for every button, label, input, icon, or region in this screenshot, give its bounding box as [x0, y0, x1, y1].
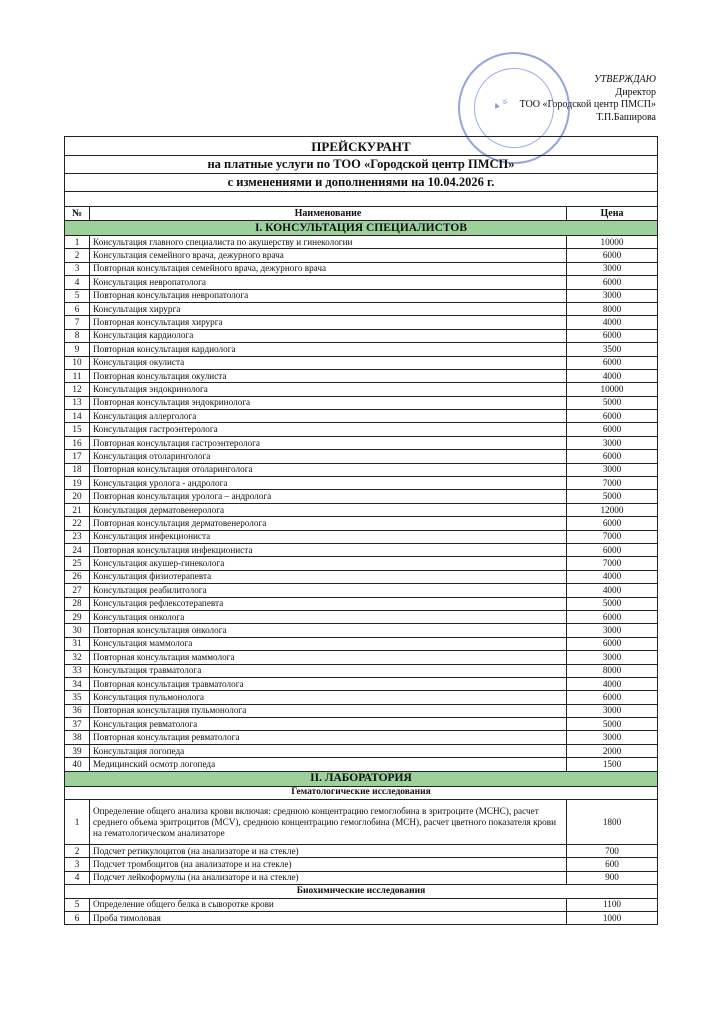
row-service-name: Консультация инфекциониста — [90, 530, 567, 543]
table-row — [65, 651, 658, 664]
table-row — [65, 570, 658, 583]
row-number: 38 — [65, 731, 90, 744]
row-service-name: Консультация ревматолога — [90, 718, 567, 731]
table-row — [65, 911, 658, 924]
table-row — [65, 236, 658, 249]
row-service-name: Повторная консультация дерматовенеролога — [90, 517, 567, 530]
row-number: 6 — [65, 302, 90, 315]
table-row — [65, 463, 658, 476]
table-row — [65, 624, 658, 637]
row-price: 3000 — [567, 289, 658, 302]
table-row — [65, 718, 658, 731]
row-price: 1100 — [567, 898, 658, 911]
row-price: 3000 — [567, 262, 658, 275]
table-row — [65, 503, 658, 516]
row-number: 20 — [65, 490, 90, 503]
table-row — [65, 758, 658, 771]
row-price: 4000 — [567, 677, 658, 690]
table-row — [65, 677, 658, 690]
row-service-name: Повторная консультация ревматолога — [90, 731, 567, 744]
row-price: 6000 — [567, 450, 658, 463]
row-number: 2 — [65, 249, 90, 262]
table-row — [65, 383, 658, 396]
spacer-row — [65, 192, 658, 207]
row-service-name: Консультация аллерголога — [90, 410, 567, 423]
subsection-hematology: Гематологические исследования — [65, 786, 658, 799]
table-row — [65, 316, 658, 329]
row-price: 6000 — [567, 610, 658, 623]
table-row — [65, 369, 658, 382]
table-row — [65, 477, 658, 490]
row-service-name: Повторная консультация кардиолога — [90, 343, 567, 356]
table-row — [65, 637, 658, 650]
row-price: 5000 — [567, 718, 658, 731]
row-price: 1000 — [567, 911, 658, 924]
row-number: 1 — [65, 236, 90, 249]
row-service-name: Консультация травматолога — [90, 664, 567, 677]
row-service-name: Повторная консультация хирурга — [90, 316, 567, 329]
row-number: 5 — [65, 289, 90, 302]
table-row — [65, 410, 658, 423]
row-service-name: Консультация акушер-гинеколога — [90, 557, 567, 570]
row-number: 27 — [65, 584, 90, 597]
row-number: 36 — [65, 704, 90, 717]
row-service-name: Подсчет тромбоцитов (на анализаторе и на стекле) — [90, 858, 567, 871]
row-price: 10000 — [567, 383, 658, 396]
row-number: 8 — [65, 329, 90, 342]
row-service-name: Подсчет ретикулоцитов (на анализаторе и на стекле) — [90, 845, 567, 858]
row-number: 28 — [65, 597, 90, 610]
row-number: 26 — [65, 570, 90, 583]
row-number: 39 — [65, 744, 90, 757]
row-price: 3000 — [567, 463, 658, 476]
row-service-name: Консультация гастроэнтеролога — [90, 423, 567, 436]
row-price: 10000 — [567, 236, 658, 249]
row-price: 2000 — [567, 744, 658, 757]
row-price: 600 — [567, 858, 658, 871]
row-number: 35 — [65, 691, 90, 704]
table-row — [65, 543, 658, 556]
row-number: 33 — [65, 664, 90, 677]
row-service-name: Консультация невропатолога — [90, 276, 567, 289]
row-price: 6000 — [567, 276, 658, 289]
table-row — [65, 490, 658, 503]
row-number: 22 — [65, 517, 90, 530]
approval-title: УТВЕРЖДАЮ — [593, 74, 656, 85]
table-row — [65, 845, 658, 858]
row-number: 37 — [65, 718, 90, 731]
table-row — [65, 898, 658, 911]
row-number: 4 — [65, 276, 90, 289]
row-number: 18 — [65, 463, 90, 476]
row-service-name: Медицинский осмотр логопеда — [90, 758, 567, 771]
row-price: 4000 — [567, 316, 658, 329]
table-row — [65, 276, 658, 289]
row-price: 7000 — [567, 557, 658, 570]
row-price: 5000 — [567, 597, 658, 610]
table-row — [65, 302, 658, 315]
row-service-name: Консультация физиотерапевта — [90, 570, 567, 583]
row-service-name: Консультация дерматовенеролога — [90, 503, 567, 516]
approval-signatory: Т.П.Баширова — [596, 111, 656, 123]
row-number: 10 — [65, 356, 90, 369]
row-price: 1800 — [567, 800, 658, 845]
table-row — [65, 343, 658, 356]
row-service-name: Повторная консультация гастроэнтеролога — [90, 436, 567, 449]
row-service-name: Консультация онколога — [90, 610, 567, 623]
row-service-name: Консультация окулиста — [90, 356, 567, 369]
row-number: 2 — [65, 845, 90, 858]
table-row — [65, 858, 658, 871]
table-row — [65, 436, 658, 449]
row-number: 25 — [65, 557, 90, 570]
row-service-name: Повторная консультация уролога – андролога — [90, 490, 567, 503]
row-service-name: Повторная консультация отоларинголога — [90, 463, 567, 476]
row-service-name: Консультация уролога - андролога — [90, 477, 567, 490]
row-price: 7000 — [567, 477, 658, 490]
table-row — [65, 262, 658, 275]
row-service-name: Консультация главного специалиста по акушерству и гинекологии — [90, 236, 567, 249]
table-row — [65, 557, 658, 570]
row-service-name: Подсчет лейкоформулы (на анализаторе и на стекле) — [90, 871, 567, 884]
row-price: 4000 — [567, 584, 658, 597]
table-row — [65, 450, 658, 463]
document-date-line: с изменениями и дополнениями на 10.04.2026 г. — [65, 174, 658, 192]
approval-position: Директор — [615, 86, 656, 98]
row-price: 6000 — [567, 543, 658, 556]
row-service-name: Повторная консультация семейного врача, дежурного врача — [90, 262, 567, 275]
row-service-name: Консультация эндокринолога — [90, 383, 567, 396]
row-number: 3 — [65, 262, 90, 275]
row-service-name: Повторная консультация пульмонолога — [90, 704, 567, 717]
row-service-name: Повторная консультация окулиста — [90, 369, 567, 382]
row-price: 6000 — [567, 410, 658, 423]
table-row — [65, 356, 658, 369]
row-service-name: Повторная консультация маммолога — [90, 651, 567, 664]
row-service-name: Консультация семейного врача, дежурного врача — [90, 249, 567, 262]
table-row — [65, 329, 658, 342]
row-number: 14 — [65, 410, 90, 423]
row-price: 6000 — [567, 637, 658, 650]
row-number: 6 — [65, 911, 90, 924]
row-price: 3500 — [567, 343, 658, 356]
row-number: 21 — [65, 503, 90, 516]
table-row — [65, 249, 658, 262]
column-header-name: Наименование — [90, 207, 567, 221]
row-service-name: Консультация пульмонолога — [90, 691, 567, 704]
row-price: 12000 — [567, 503, 658, 516]
row-price: 6000 — [567, 517, 658, 530]
row-number: 30 — [65, 624, 90, 637]
row-number: 17 — [65, 450, 90, 463]
table-row — [65, 610, 658, 623]
row-number: 19 — [65, 477, 90, 490]
approval-organization: ТОО «Городской центр ПМСП» — [519, 99, 656, 110]
row-number: 5 — [65, 898, 90, 911]
table-row — [65, 597, 658, 610]
row-price: 6000 — [567, 423, 658, 436]
section-header-consultations: I. КОНСУЛЬТАЦИЯ СПЕЦИАЛИСТОВ — [65, 221, 658, 236]
row-service-name: Консультация реабилитолога — [90, 584, 567, 597]
row-price: 900 — [567, 871, 658, 884]
row-number: 16 — [65, 436, 90, 449]
row-number: 29 — [65, 610, 90, 623]
table-row — [65, 691, 658, 704]
row-price: 8000 — [567, 302, 658, 315]
row-price: 3000 — [567, 436, 658, 449]
row-service-name: Повторная консультация инфекциониста — [90, 543, 567, 556]
row-service-name: Определение общего анализа крови включая: среднюю концентрацию гемоглобина в эритроците (МСНС), расчет среднего объема эритроцитов (MCV), среднюю концентрацию гемоглобина (МСН), расчет цветного показателя крови на гематологическом анализаторе — [90, 800, 567, 845]
row-service-name: Повторная консультация невропатолога — [90, 289, 567, 302]
row-number: 13 — [65, 396, 90, 409]
row-number: 40 — [65, 758, 90, 771]
table-row — [65, 800, 658, 845]
table-row — [65, 396, 658, 409]
row-number: 1 — [65, 800, 90, 845]
row-service-name: Консультация кардиолога — [90, 329, 567, 342]
row-number: 31 — [65, 637, 90, 650]
row-number: 32 — [65, 651, 90, 664]
row-number: 3 — [65, 858, 90, 871]
table-row — [65, 423, 658, 436]
row-service-name: Консультация логопеда — [90, 744, 567, 757]
column-header-number: № — [65, 207, 90, 221]
document-title: ПРЕЙСКУРАНТ — [65, 137, 658, 156]
row-price: 7000 — [567, 530, 658, 543]
row-number: 12 — [65, 383, 90, 396]
row-number: 24 — [65, 543, 90, 556]
row-number: 11 — [65, 369, 90, 382]
document-subtitle: на платные услуги по ТОО «Городской центр ПМСП» — [65, 156, 658, 174]
row-service-name: Определение общего белка в сыворотке крови — [90, 898, 567, 911]
row-price: 6000 — [567, 329, 658, 342]
row-service-name: Консультация маммолога — [90, 637, 567, 650]
row-number: 23 — [65, 530, 90, 543]
price-list-table — [64, 136, 658, 925]
row-price: 3000 — [567, 731, 658, 744]
table-row — [65, 289, 658, 302]
row-price: 6000 — [567, 249, 658, 262]
row-service-name: Повторная консультация онколога — [90, 624, 567, 637]
row-price: 6000 — [567, 691, 658, 704]
row-price: 1500 — [567, 758, 658, 771]
row-service-name: Повторная консультация травматолога — [90, 677, 567, 690]
table-row — [65, 704, 658, 717]
row-price: 4000 — [567, 369, 658, 382]
row-price: 5000 — [567, 490, 658, 503]
row-service-name: Консультация отоларинголога — [90, 450, 567, 463]
table-row — [65, 664, 658, 677]
row-price: 3000 — [567, 624, 658, 637]
table-row — [65, 871, 658, 884]
row-service-name: Консультация хирурга — [90, 302, 567, 315]
row-number: 34 — [65, 677, 90, 690]
row-number: 7 — [65, 316, 90, 329]
row-number: 4 — [65, 871, 90, 884]
row-price: 3000 — [567, 651, 658, 664]
row-price: 700 — [567, 845, 658, 858]
row-number: 15 — [65, 423, 90, 436]
section-header-laboratory: II. ЛАБОРАТОРИЯ — [65, 771, 658, 786]
row-price: 6000 — [567, 356, 658, 369]
subsection-biochemistry: Биохимические исследования — [65, 885, 658, 898]
row-service-name: Консультация рефлексотерапевта — [90, 597, 567, 610]
table-row — [65, 584, 658, 597]
row-service-name: Проба тимоловая — [90, 911, 567, 924]
column-header-price: Цена — [567, 207, 658, 221]
row-price: 5000 — [567, 396, 658, 409]
row-price: 3000 — [567, 704, 658, 717]
row-price: 4000 — [567, 570, 658, 583]
table-row — [65, 731, 658, 744]
row-price: 8000 — [567, 664, 658, 677]
table-row — [65, 744, 658, 757]
stamp-seal-graphic: ▲ ≡ — [490, 96, 510, 112]
row-number: 9 — [65, 343, 90, 356]
table-row — [65, 530, 658, 543]
table-row — [65, 517, 658, 530]
row-service-name: Повторная консультация эндокринолога — [90, 396, 567, 409]
